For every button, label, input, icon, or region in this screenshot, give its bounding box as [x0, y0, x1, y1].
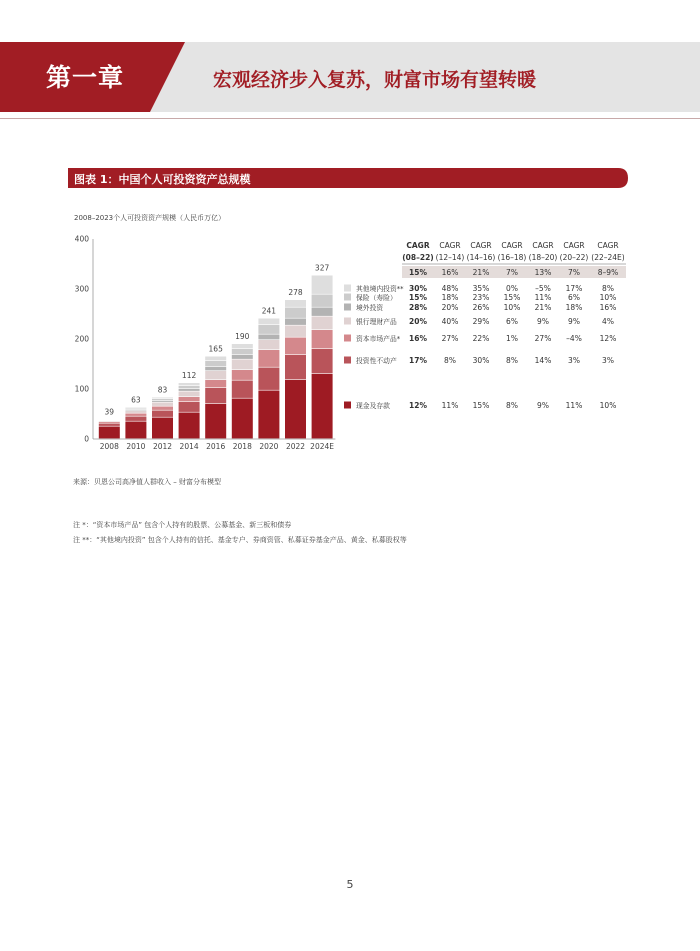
cagr-value: 4%	[602, 317, 614, 326]
bar-segment	[99, 424, 120, 426]
total-data-label: 278	[288, 288, 303, 297]
bar-segment	[232, 399, 253, 439]
bar-segment	[152, 403, 173, 406]
bar-segment	[312, 317, 333, 330]
cagr-value: 12%	[409, 401, 427, 410]
source-note: 来源：贝恩公司高净值人群收入 – 财富分布模型	[73, 478, 221, 486]
cagr-value: 22%	[472, 334, 490, 343]
bar-segment	[258, 335, 279, 340]
cagr-value: 40%	[441, 317, 459, 326]
cagr-value: 16%	[409, 334, 427, 343]
header-divider	[0, 118, 700, 119]
total-data-label: 39	[104, 407, 115, 417]
chart-subtitle: 2008–2023个人可投资资产规模（人民币万亿）	[74, 214, 226, 222]
footnote-2: 注 **：“其他境内投资” 包含个人持有的信托、基金专户、券商资管、私募证券基金产品、黄金、私募股权等	[73, 536, 407, 544]
cagr-value: 16%	[599, 303, 617, 312]
bar-segment	[205, 388, 226, 403]
bar-segment	[152, 399, 173, 400]
cagr-period: (14–16)	[466, 253, 496, 262]
cagr-value: 10%	[503, 303, 521, 312]
bar-segment	[285, 355, 306, 379]
cagr-value: 8%	[506, 356, 518, 365]
cagr-header: CAGR	[597, 241, 619, 250]
cagr-value: 15%	[503, 293, 521, 302]
bar-segment	[152, 418, 173, 439]
cagr-value: 12%	[599, 334, 617, 343]
bar-segment	[285, 308, 306, 318]
cagr-value: 14%	[534, 356, 552, 365]
cagr-period: (08–22)	[402, 253, 434, 262]
legend-label: 境外投资	[356, 304, 384, 312]
bar-segment	[258, 325, 279, 334]
cagr-period: (16–18)	[497, 253, 527, 262]
x-tick-label: 2020	[259, 442, 279, 451]
cagr-total-value: 8–9%	[597, 268, 619, 277]
bar-segment	[99, 427, 120, 439]
bar-segment	[179, 397, 200, 401]
bar-segment	[125, 409, 146, 410]
x-tick-label: 2014	[179, 442, 199, 451]
cagr-value: 35%	[472, 284, 490, 293]
cagr-value: 23%	[472, 293, 490, 302]
bar-segment	[258, 391, 279, 439]
bar-segment	[285, 338, 306, 355]
cagr-value: 9%	[537, 401, 549, 410]
cagr-header: CAGR	[563, 241, 585, 250]
cagr-value: 18%	[441, 293, 459, 302]
cagr-value: 3%	[602, 356, 614, 365]
y-tick-label: 100	[74, 384, 89, 394]
bar-segment	[125, 414, 146, 416]
bar-segment	[312, 295, 333, 307]
bar-segment	[205, 371, 226, 379]
y-tick-label: 300	[74, 284, 89, 294]
bar-segment	[125, 417, 146, 421]
bar-segment	[312, 308, 333, 316]
bar-segment	[205, 404, 226, 438]
bar-segment	[232, 344, 253, 348]
bar-segment	[285, 380, 306, 438]
x-tick-label: 2008	[99, 442, 119, 451]
bar-segment	[312, 349, 333, 373]
cagr-value: 26%	[472, 303, 490, 312]
legend-swatch	[344, 402, 351, 409]
cagr-value: 15%	[472, 401, 490, 410]
bar-segment	[205, 361, 226, 366]
bar-segment	[232, 381, 253, 398]
legend-label: 投资性不动产	[356, 357, 397, 365]
bar-segment	[179, 389, 200, 391]
bar-segment	[179, 386, 200, 388]
legend-label: 银行理财产品	[356, 318, 397, 326]
cagr-period: (18–20)	[528, 253, 558, 262]
cagr-value: 0%	[506, 284, 518, 293]
cagr-value: 10%	[599, 401, 617, 410]
cagr-header: CAGR	[501, 241, 523, 250]
x-tick-label: 2018	[232, 442, 252, 451]
cagr-value: 10%	[599, 293, 617, 302]
cagr-value: 6%	[506, 317, 518, 326]
cagr-value: 27%	[534, 334, 552, 343]
bar-segment	[179, 413, 200, 439]
cagr-value: 29%	[472, 317, 490, 326]
cagr-value: 8%	[444, 356, 456, 365]
chapter-title: 宏观经济步入复苏，财富市场有望转暖	[213, 69, 537, 91]
legend-label: 现金及存款	[356, 402, 390, 410]
cagr-value: 30%	[409, 284, 427, 293]
bar-segment	[179, 383, 200, 385]
bar-segment	[232, 355, 253, 359]
legend-label: 资本市场产品*	[356, 335, 401, 343]
bar-segment	[258, 319, 279, 325]
bar-segment	[258, 340, 279, 349]
total-data-label: 241	[261, 306, 277, 316]
y-tick-label: 200	[74, 334, 89, 344]
cagr-value: 20%	[441, 303, 459, 312]
cagr-value: 8%	[602, 284, 614, 293]
cagr-value: 30%	[472, 356, 490, 365]
cagr-period: (22–24E)	[591, 253, 625, 262]
x-tick-label: 2022	[285, 442, 306, 451]
bar-segment	[232, 370, 253, 380]
footnote-1: 注 *：“资本市场产品” 包含个人持有的股票、公募基金、新三板和债券	[73, 521, 292, 529]
cagr-value: 27%	[441, 334, 459, 343]
cagr-period: (12–14)	[435, 253, 465, 262]
total-data-label: 63	[131, 395, 141, 405]
cagr-total-value: 15%	[409, 268, 427, 277]
bar-segment	[152, 401, 173, 402]
cagr-total-value: 21%	[472, 268, 490, 277]
total-data-label: 165	[208, 344, 223, 354]
cagr-value: 11%	[441, 401, 459, 410]
cagr-value: 6%	[568, 293, 580, 302]
x-tick-label: 2024E	[310, 442, 335, 451]
cagr-period: (20–22)	[559, 253, 589, 262]
cagr-value: 17%	[409, 356, 427, 365]
cagr-value: 17%	[565, 284, 583, 293]
legend-swatch	[344, 318, 351, 325]
cagr-header: CAGR	[406, 241, 430, 250]
cagr-value: 15%	[409, 293, 427, 302]
bar-segment	[205, 357, 226, 361]
legend-swatch	[344, 294, 351, 301]
bar-segment	[285, 300, 306, 307]
bar-segment	[125, 411, 146, 413]
bar-segment	[179, 392, 200, 397]
bar-segment	[285, 319, 306, 325]
bar-segment	[312, 276, 333, 294]
bar-segment	[232, 360, 253, 370]
legend-label: 保险（寿险）	[356, 294, 397, 302]
cagr-value: 9%	[568, 317, 580, 326]
legend-label: 其他境内投资**	[356, 285, 404, 293]
cagr-value: 48%	[441, 284, 459, 293]
cagr-total-value: 13%	[534, 268, 552, 277]
cagr-value: 28%	[409, 303, 427, 312]
bar-segment	[152, 407, 173, 410]
cagr-value: 9%	[537, 317, 549, 326]
total-data-label: 190	[235, 332, 250, 341]
total-data-label: 112	[181, 371, 197, 380]
legend-swatch	[344, 357, 351, 364]
total-data-label: 327	[314, 263, 330, 273]
cagr-value: 18%	[565, 303, 583, 312]
bar-segment	[152, 411, 173, 417]
bar-segment	[312, 374, 333, 438]
cagr-value: 21%	[534, 303, 552, 312]
legend-swatch	[344, 285, 351, 292]
chapter-label: 第一章	[46, 63, 125, 92]
x-tick-label: 2012	[152, 442, 173, 451]
y-tick-label: 0	[84, 434, 89, 444]
bar-segment	[205, 380, 226, 387]
bar-segment	[312, 330, 333, 348]
total-data-label: 83	[157, 385, 168, 395]
cagr-header: CAGR	[532, 241, 554, 250]
cagr-value: –4%	[566, 334, 582, 343]
y-tick-label: 400	[74, 234, 89, 244]
cagr-total-value: 16%	[441, 268, 459, 277]
cagr-value: 20%	[409, 317, 427, 326]
bar-segment	[258, 368, 279, 390]
x-tick-label: 2016	[206, 442, 226, 451]
cagr-value: 11%	[534, 293, 552, 302]
bar-segment	[125, 422, 146, 439]
bar-segment	[285, 326, 306, 337]
cagr-header: CAGR	[470, 241, 492, 250]
legend-swatch	[344, 335, 351, 342]
bar-segment	[258, 350, 279, 367]
legend-swatch	[344, 304, 351, 311]
page-number: 5	[346, 878, 354, 891]
cagr-header: CAGR	[439, 241, 461, 250]
stacked-bar-chart	[60, 228, 640, 458]
bar-segment	[232, 349, 253, 354]
bar-segment	[179, 402, 200, 412]
bar-segment	[205, 367, 226, 370]
cagr-value: 3%	[568, 356, 580, 365]
cagr-total-value: 7%	[568, 268, 580, 277]
cagr-value: 11%	[565, 401, 583, 410]
cagr-value: 8%	[506, 401, 518, 410]
x-tick-label: 2010	[126, 442, 146, 451]
bar-segment	[99, 422, 120, 423]
cagr-total-value: 7%	[506, 268, 518, 277]
cagr-value: 1%	[506, 334, 518, 343]
bar-segment	[152, 398, 173, 399]
figure-title: 图表 1：中国个人可投资资产总规模	[74, 173, 251, 186]
cagr-value: –5%	[535, 284, 551, 293]
